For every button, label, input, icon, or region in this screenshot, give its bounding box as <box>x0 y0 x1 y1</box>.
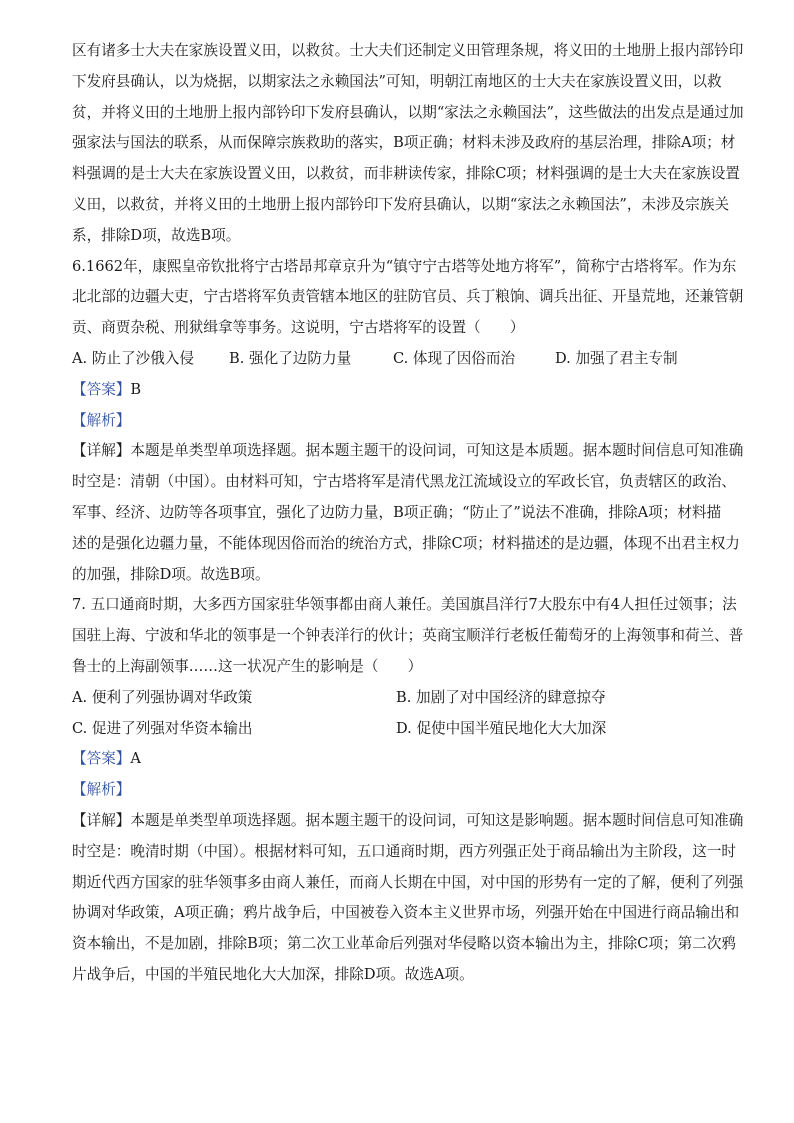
detail-line: 军事、经济、边防等各项事宜，强化了边防力量，B项正确；“防止了”说法不准确，排除A项；材料描 <box>72 503 722 521</box>
option-b: B. 强化了边防力量 <box>229 349 352 367</box>
question-stem-line: 6.1662年，康熙皇帝钦批将宁古塔昂邦章京升为“镇守宁古塔等处地方将军”，简称宁古塔将军。作为东 <box>72 257 737 275</box>
text-line: 义田，以救贫，并将义田的土地册上报内部钤印下发府县确认，以期“家法之永赖国法”，未涉及宗族关 <box>72 195 730 213</box>
detail-line: 时空是：清朝（中国）。由材料可知，宁古塔将军是清代黑龙江流域设立的军政长官，负责辖区的政治、 <box>72 473 737 491</box>
text-line: 强家法与国法的联系，从而保障宗族救助的落实，B项正确；材料未涉及政府的基层治理，排除A项；材 <box>72 134 736 152</box>
question-stem-line: 7. 五口通商时期，大多西方国家驻华领事都由商人兼任。美国旗昌洋行7大股东中有4人担任过领事；法 <box>72 596 737 614</box>
detail-text: 本题是单类型单项选择题。据本题主题干的设问词，可知这是本质题。据本题时间信息可知准确 <box>130 442 744 460</box>
prev-explanation <box>72 36 744 252</box>
detail-label: 【详解】 <box>72 811 131 829</box>
answer-line <box>72 375 722 406</box>
detail-line: 时空是：晚清时期（中国）。根据材料可知，五口通商时期，西方列强正处于商品输出为主阶段，这一时 <box>72 842 737 860</box>
text-line: 下发府县确认，以为烧据，以期家法之永赖国法”可知，明朝江南地区的士大夫在家族设置义田，以救 <box>72 72 722 90</box>
detail-line: 的加强，排除D项。故选B项。 <box>72 565 270 583</box>
question-stem-line: 北北部的边疆大吏，宁古塔将军负责管辖本地区的驻防官员、兵丁粮饷、调兵出征、开垦荒地，还兼管朝 <box>72 288 744 306</box>
answer-label: 【答案】 <box>72 750 131 768</box>
text-line: 系，排除D项，故选B项。 <box>72 226 241 244</box>
option-a: A. 便利了列强协调对华政策 <box>72 688 253 706</box>
detail-line: 协调对华政策，A项正确；鸦片战争后，中国被卷入资本主义世界市场，列强开始在中国进行商品输出和 <box>72 904 740 922</box>
option-c: C. 促进了列强对华资本输出 <box>72 719 253 737</box>
detail-line <box>72 806 744 837</box>
answer-label: 【答案】 <box>72 380 131 398</box>
document-page <box>72 36 744 991</box>
options-row <box>72 344 722 375</box>
option-b: B. 加剧了对中国经济的肆意掠夺 <box>396 688 606 706</box>
analysis-line <box>72 406 722 437</box>
question-6 <box>72 252 744 591</box>
options-row <box>72 714 722 745</box>
detail-line: 述的是强化边疆力量，不能体现因俗而治的统治方式，排除C项；材料描述的是边疆，体现不出君主权力 <box>72 534 740 552</box>
analysis-label: 【解析】 <box>72 411 131 429</box>
option-a: A. 防止了沙俄入侵 <box>72 349 194 367</box>
detail-line: 片战争后，中国的半殖民地化大大加深，排除D项。故选A项。 <box>72 965 474 983</box>
detail-text: 本题是单类型单项选择题。据本题主题干的设问词，可知这是影响题。据本题时间信息可知准确 <box>130 811 744 829</box>
detail-line: 期近代西方国家的驻华领事多由商人兼任，而商人长期在中国，对中国的形势有一定的了解，便利了列强 <box>72 873 744 891</box>
text-line: 贫，并将义田的土地册上报内部钤印下发府县确认，以期“家法之永赖国法”，这些做法的出发点是通过加 <box>72 103 744 121</box>
answer-value: A <box>130 750 141 768</box>
question-stem-line: 国驻上海、宁波和华北的领事是一个钟表洋行的伙计；英商宝顺洋行老板任葡萄牙的上海领事和荷兰、普 <box>72 627 744 645</box>
detail-line <box>72 436 744 467</box>
option-d: D. 加强了君主专制 <box>555 349 678 367</box>
analysis-label: 【解析】 <box>72 781 131 799</box>
detail-line: 资本输出，不是加剧，排除B项；第二次工业革命后列强对华侵略以资本输出为主，排除C项；第二次鸦 <box>72 935 737 953</box>
question-7 <box>72 590 744 990</box>
option-d: D. 促使中国半殖民地化大大加深 <box>396 719 607 737</box>
answer-value: B <box>130 380 142 398</box>
options-row <box>72 683 722 714</box>
analysis-line <box>72 775 722 806</box>
question-stem-line: 贡、商贾杂税、刑狱缉拿等事务。这说明，宁古塔将军的设置（ ） <box>72 319 525 337</box>
question-stem-line: 鲁士的上海副领事……这一状况产生的影响是（ ） <box>72 657 423 675</box>
detail-label: 【详解】 <box>72 442 131 460</box>
answer-line <box>72 744 722 775</box>
option-c: C. 体现了因俗而治 <box>393 349 516 367</box>
text-line: 区有诸多士大夫在家族设置义田，以救贫。士大夫们还制定义田管理条规，将义田的土地册上报内部钤印 <box>72 42 744 59</box>
text-line: 料强调的是士大夫在家族设置义田，以救贫，而非耕读传家，排除C项；材料强调的是士大夫在家族设置 <box>72 165 740 183</box>
